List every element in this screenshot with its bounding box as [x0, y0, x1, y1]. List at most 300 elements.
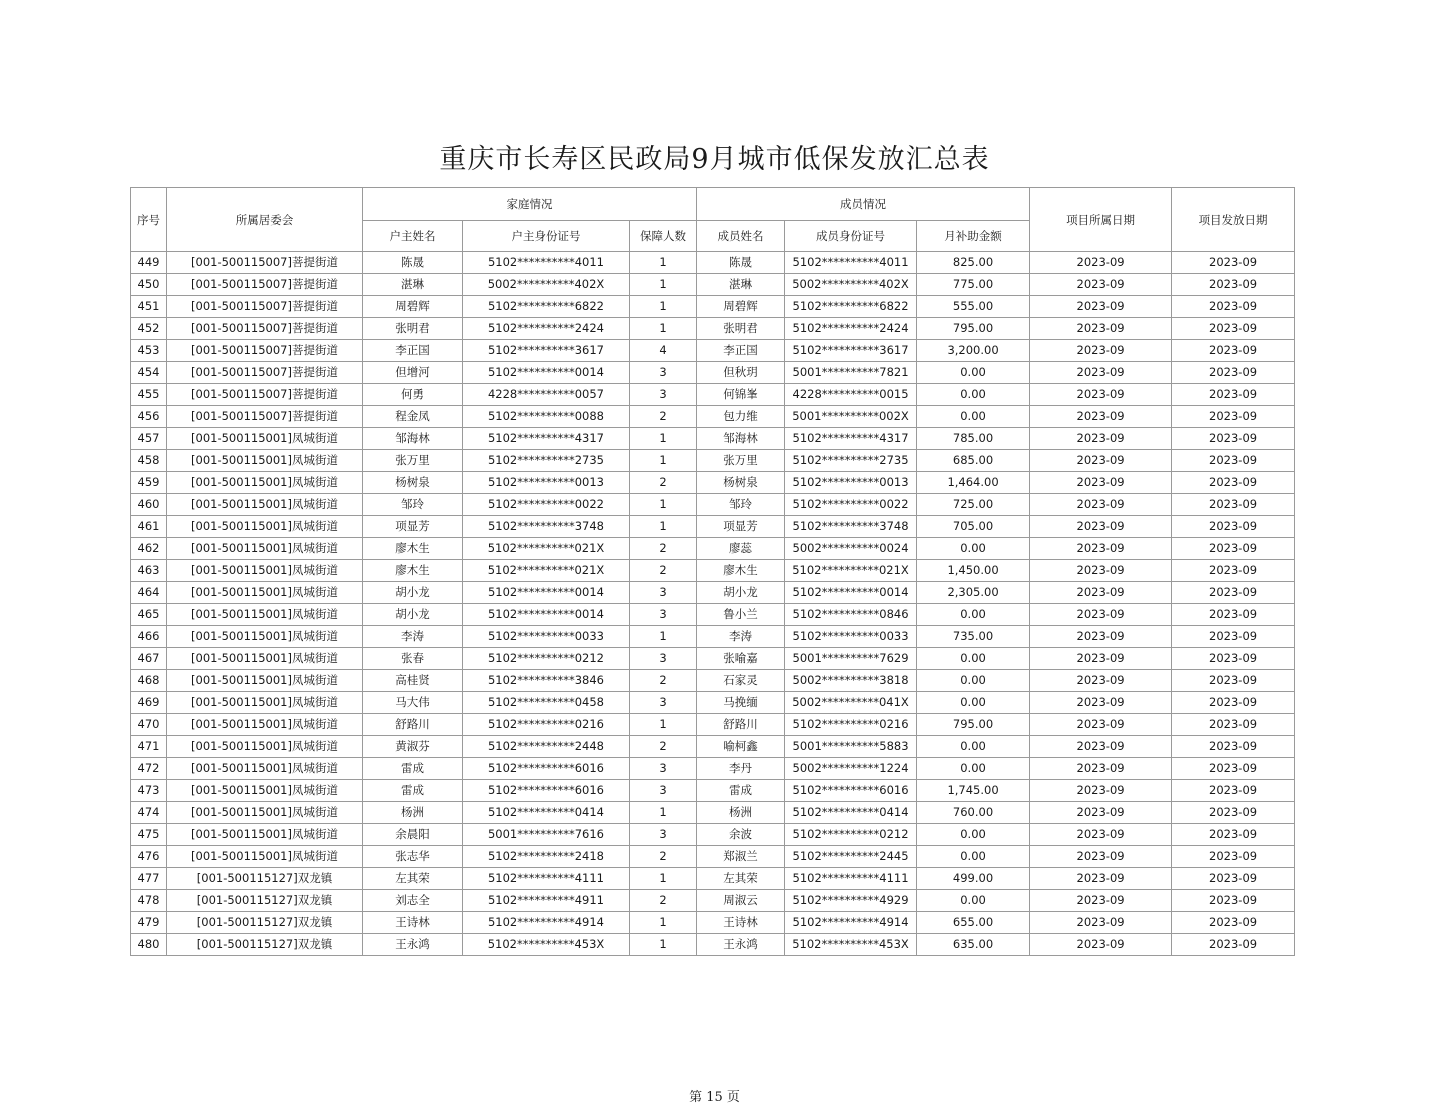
- header-head-id: 户主身份证号: [463, 221, 630, 252]
- row-head-name: 何勇: [363, 384, 463, 406]
- row-monthly-amount: 785.00: [917, 428, 1030, 450]
- row-member-name: 陈晟: [697, 252, 785, 274]
- row-insured-count: 2: [630, 670, 697, 692]
- row-committee: [001-500115001]凤城街道: [167, 494, 363, 516]
- row-issue-month: 2023-09: [1172, 582, 1295, 604]
- row-monthly-amount: 0.00: [917, 538, 1030, 560]
- table-row: [131, 362, 1295, 384]
- row-member-name: 杨洲: [697, 802, 785, 824]
- row-seq: 479: [131, 912, 167, 934]
- table-row: [131, 252, 1295, 274]
- header-member-name: 成员姓名: [697, 221, 785, 252]
- row-head-name: 但增河: [363, 362, 463, 384]
- row-project-month: 2023-09: [1030, 714, 1172, 736]
- row-member-id: 5102**********6016: [785, 780, 917, 802]
- row-project-month: 2023-09: [1030, 340, 1172, 362]
- row-monthly-amount: 0.00: [917, 406, 1030, 428]
- row-head-name: 周碧辉: [363, 296, 463, 318]
- row-project-month: 2023-09: [1030, 406, 1172, 428]
- row-seq: 462: [131, 538, 167, 560]
- row-insured-count: 2: [630, 846, 697, 868]
- row-member-id: 5002**********402X: [785, 274, 917, 296]
- table-row: [131, 450, 1295, 472]
- row-issue-month: 2023-09: [1172, 890, 1295, 912]
- row-insured-count: 3: [630, 648, 697, 670]
- row-member-id: 5102**********3748: [785, 516, 917, 538]
- row-head-id: 5001**********7616: [463, 824, 630, 846]
- row-head-id: 5102**********0458: [463, 692, 630, 714]
- row-seq: 464: [131, 582, 167, 604]
- row-insured-count: 1: [630, 934, 697, 956]
- row-committee: [001-500115001]凤城街道: [167, 736, 363, 758]
- row-head-id: 5102**********3748: [463, 516, 630, 538]
- row-head-name: 杨洲: [363, 802, 463, 824]
- row-committee: [001-500115001]凤城街道: [167, 450, 363, 472]
- table-row: [131, 846, 1295, 868]
- row-member-id: 5102**********0216: [785, 714, 917, 736]
- row-member-name: 张万里: [697, 450, 785, 472]
- row-seq: 450: [131, 274, 167, 296]
- row-monthly-amount: 0.00: [917, 890, 1030, 912]
- row-issue-month: 2023-09: [1172, 714, 1295, 736]
- row-head-id: 5102**********4911: [463, 890, 630, 912]
- row-head-name: 邹海林: [363, 428, 463, 450]
- row-member-id: 5102**********0033: [785, 626, 917, 648]
- row-member-id: 5102**********453X: [785, 934, 917, 956]
- row-monthly-amount: 0.00: [917, 824, 1030, 846]
- row-member-id: 5001**********7629: [785, 648, 917, 670]
- row-project-month: 2023-09: [1030, 450, 1172, 472]
- row-monthly-amount: 795.00: [917, 714, 1030, 736]
- table-row: [131, 516, 1295, 538]
- row-project-month: 2023-09: [1030, 582, 1172, 604]
- row-head-id: 5102**********0088: [463, 406, 630, 428]
- row-seq: 452: [131, 318, 167, 340]
- table-row: [131, 890, 1295, 912]
- row-project-month: 2023-09: [1030, 472, 1172, 494]
- row-project-month: 2023-09: [1030, 252, 1172, 274]
- row-member-name: 马挽缅: [697, 692, 785, 714]
- row-insured-count: 1: [630, 318, 697, 340]
- row-member-name: 廖蕊: [697, 538, 785, 560]
- row-project-month: 2023-09: [1030, 494, 1172, 516]
- row-member-name: 邹玲: [697, 494, 785, 516]
- table-row: [131, 604, 1295, 626]
- table-row: [131, 736, 1295, 758]
- row-member-name: 余波: [697, 824, 785, 846]
- row-issue-month: 2023-09: [1172, 692, 1295, 714]
- row-monthly-amount: 1,745.00: [917, 780, 1030, 802]
- table-row: [131, 494, 1295, 516]
- row-insured-count: 3: [630, 758, 697, 780]
- row-monthly-amount: 685.00: [917, 450, 1030, 472]
- row-committee: [001-500115001]凤城街道: [167, 692, 363, 714]
- row-seq: 456: [131, 406, 167, 428]
- row-member-name: 舒路川: [697, 714, 785, 736]
- row-head-name: 王永鸿: [363, 934, 463, 956]
- row-seq: 473: [131, 780, 167, 802]
- table-row: [131, 912, 1295, 934]
- row-member-id: 5102**********6822: [785, 296, 917, 318]
- row-head-id: 5102**********3846: [463, 670, 630, 692]
- row-project-month: 2023-09: [1030, 890, 1172, 912]
- row-committee: [001-500115007]菩提街道: [167, 384, 363, 406]
- row-issue-month: 2023-09: [1172, 626, 1295, 648]
- table-row: [131, 934, 1295, 956]
- row-head-id: 5102**********6822: [463, 296, 630, 318]
- row-committee: [001-500115001]凤城街道: [167, 780, 363, 802]
- row-member-id: 5102**********0414: [785, 802, 917, 824]
- row-seq: 460: [131, 494, 167, 516]
- table-row: [131, 758, 1295, 780]
- row-member-id: 5102**********2424: [785, 318, 917, 340]
- row-project-month: 2023-09: [1030, 934, 1172, 956]
- row-head-name: 刘志全: [363, 890, 463, 912]
- row-member-id: 5002**********041X: [785, 692, 917, 714]
- row-seq: 472: [131, 758, 167, 780]
- row-member-name: 李涛: [697, 626, 785, 648]
- row-insured-count: 1: [630, 516, 697, 538]
- row-monthly-amount: 1,450.00: [917, 560, 1030, 582]
- table-row: [131, 318, 1295, 340]
- row-head-id: 5102**********0212: [463, 648, 630, 670]
- row-head-id: 5102**********0216: [463, 714, 630, 736]
- row-committee: [001-500115127]双龙镇: [167, 912, 363, 934]
- row-issue-month: 2023-09: [1172, 846, 1295, 868]
- row-member-id: 5102**********0013: [785, 472, 917, 494]
- row-committee: [001-500115001]凤城街道: [167, 802, 363, 824]
- row-insured-count: 3: [630, 780, 697, 802]
- header-seq: 序号: [131, 188, 167, 252]
- page-number: 第 15 页: [689, 1090, 740, 1105]
- table-row: [131, 472, 1295, 494]
- row-committee: [001-500115001]凤城街道: [167, 824, 363, 846]
- row-member-id: 5002**********0024: [785, 538, 917, 560]
- row-head-name: 马大伟: [363, 692, 463, 714]
- row-insured-count: 3: [630, 692, 697, 714]
- row-monthly-amount: 499.00: [917, 868, 1030, 890]
- row-project-month: 2023-09: [1030, 428, 1172, 450]
- row-head-name: 陈晟: [363, 252, 463, 274]
- row-committee: [001-500115001]凤城街道: [167, 560, 363, 582]
- row-member-name: 喻柯鑫: [697, 736, 785, 758]
- row-monthly-amount: 725.00: [917, 494, 1030, 516]
- row-seq: 476: [131, 846, 167, 868]
- row-head-name: 黄淑芬: [363, 736, 463, 758]
- row-issue-month: 2023-09: [1172, 428, 1295, 450]
- row-committee: [001-500115007]菩提街道: [167, 274, 363, 296]
- row-project-month: 2023-09: [1030, 296, 1172, 318]
- row-member-name: 周淑云: [697, 890, 785, 912]
- row-head-id: 5102**********0014: [463, 604, 630, 626]
- page-title: 重庆市长寿区民政局9月城市低保发放汇总表: [439, 144, 990, 175]
- row-monthly-amount: 0.00: [917, 604, 1030, 626]
- row-head-name: 项显芳: [363, 516, 463, 538]
- row-member-name: 鲁小兰: [697, 604, 785, 626]
- row-project-month: 2023-09: [1030, 516, 1172, 538]
- row-monthly-amount: 555.00: [917, 296, 1030, 318]
- row-monthly-amount: 0.00: [917, 362, 1030, 384]
- row-seq: 449: [131, 252, 167, 274]
- row-head-name: 廖木生: [363, 560, 463, 582]
- row-seq: 466: [131, 626, 167, 648]
- row-head-name: 李涛: [363, 626, 463, 648]
- row-member-id: 5102**********0212: [785, 824, 917, 846]
- row-head-name: 张明君: [363, 318, 463, 340]
- row-issue-month: 2023-09: [1172, 252, 1295, 274]
- row-head-name: 程金凤: [363, 406, 463, 428]
- row-insured-count: 3: [630, 604, 697, 626]
- row-seq: 461: [131, 516, 167, 538]
- row-member-id: 5001**********7821: [785, 362, 917, 384]
- row-insured-count: 2: [630, 890, 697, 912]
- table-row: [131, 692, 1295, 714]
- row-issue-month: 2023-09: [1172, 824, 1295, 846]
- row-issue-month: 2023-09: [1172, 494, 1295, 516]
- row-insured-count: 3: [630, 824, 697, 846]
- row-head-name: 胡小龙: [363, 604, 463, 626]
- header-committee: 所属居委会: [167, 188, 363, 252]
- table-row: [131, 868, 1295, 890]
- row-member-id: 5102**********4111: [785, 868, 917, 890]
- row-issue-month: 2023-09: [1172, 450, 1295, 472]
- row-committee: [001-500115001]凤城街道: [167, 428, 363, 450]
- row-insured-count: 1: [630, 912, 697, 934]
- row-monthly-amount: 0.00: [917, 846, 1030, 868]
- table-row: [131, 714, 1295, 736]
- row-seq: 463: [131, 560, 167, 582]
- row-monthly-amount: 0.00: [917, 384, 1030, 406]
- row-monthly-amount: 3,200.00: [917, 340, 1030, 362]
- row-insured-count: 4: [630, 340, 697, 362]
- row-member-name: 何锦峯: [697, 384, 785, 406]
- row-monthly-amount: 2,305.00: [917, 582, 1030, 604]
- table-row: [131, 428, 1295, 450]
- row-project-month: 2023-09: [1030, 604, 1172, 626]
- row-member-name: 王诗林: [697, 912, 785, 934]
- row-member-name: 李丹: [697, 758, 785, 780]
- table-row: [131, 670, 1295, 692]
- row-head-name: 高桂贤: [363, 670, 463, 692]
- row-head-name: 廖木生: [363, 538, 463, 560]
- row-insured-count: 1: [630, 494, 697, 516]
- row-member-id: 5002**********1224: [785, 758, 917, 780]
- table-row: [131, 560, 1295, 582]
- row-committee: [001-500115007]菩提街道: [167, 406, 363, 428]
- row-head-id: 5102**********0014: [463, 362, 630, 384]
- row-head-name: 李正国: [363, 340, 463, 362]
- row-seq: 478: [131, 890, 167, 912]
- row-committee: [001-500115001]凤城街道: [167, 670, 363, 692]
- row-head-id: 5102**********0013: [463, 472, 630, 494]
- row-member-name: 杨树泉: [697, 472, 785, 494]
- row-committee: [001-500115007]菩提街道: [167, 318, 363, 340]
- row-seq: 459: [131, 472, 167, 494]
- row-member-name: 但秋玥: [697, 362, 785, 384]
- row-insured-count: 1: [630, 714, 697, 736]
- row-issue-month: 2023-09: [1172, 472, 1295, 494]
- row-issue-month: 2023-09: [1172, 516, 1295, 538]
- row-seq: 469: [131, 692, 167, 714]
- row-project-month: 2023-09: [1030, 736, 1172, 758]
- row-committee: [001-500115127]双龙镇: [167, 934, 363, 956]
- row-issue-month: 2023-09: [1172, 604, 1295, 626]
- row-project-month: 2023-09: [1030, 560, 1172, 582]
- row-committee: [001-500115127]双龙镇: [167, 890, 363, 912]
- row-member-id: 5001**********5883: [785, 736, 917, 758]
- row-monthly-amount: 0.00: [917, 758, 1030, 780]
- row-project-month: 2023-09: [1030, 758, 1172, 780]
- row-seq: 455: [131, 384, 167, 406]
- row-monthly-amount: 735.00: [917, 626, 1030, 648]
- row-member-name: 张喻嘉: [697, 648, 785, 670]
- row-issue-month: 2023-09: [1172, 538, 1295, 560]
- row-head-name: 胡小龙: [363, 582, 463, 604]
- row-monthly-amount: 760.00: [917, 802, 1030, 824]
- row-monthly-amount: 0.00: [917, 648, 1030, 670]
- row-member-name: 包力维: [697, 406, 785, 428]
- row-project-month: 2023-09: [1030, 648, 1172, 670]
- row-seq: 451: [131, 296, 167, 318]
- row-member-id: 5102**********0022: [785, 494, 917, 516]
- row-project-month: 2023-09: [1030, 670, 1172, 692]
- row-head-id: 5102**********2418: [463, 846, 630, 868]
- row-head-id: 5102**********021X: [463, 560, 630, 582]
- table-row: [131, 340, 1295, 362]
- row-head-id: 5102**********4011: [463, 252, 630, 274]
- header-family: 家庭情况: [363, 188, 697, 221]
- row-member-name: 项显芳: [697, 516, 785, 538]
- row-member-id: 5102**********0846: [785, 604, 917, 626]
- row-project-month: 2023-09: [1030, 692, 1172, 714]
- row-issue-month: 2023-09: [1172, 406, 1295, 428]
- row-head-id: 4228**********0057: [463, 384, 630, 406]
- allowance-table: [130, 187, 1295, 956]
- row-head-name: 湛琳: [363, 274, 463, 296]
- row-insured-count: 2: [630, 538, 697, 560]
- table-row: [131, 780, 1295, 802]
- row-seq: 480: [131, 934, 167, 956]
- row-monthly-amount: 1,464.00: [917, 472, 1030, 494]
- row-member-name: 郑淑兰: [697, 846, 785, 868]
- row-head-id: 5102**********4111: [463, 868, 630, 890]
- row-project-month: 2023-09: [1030, 538, 1172, 560]
- row-issue-month: 2023-09: [1172, 934, 1295, 956]
- row-seq: 458: [131, 450, 167, 472]
- row-member-name: 左其荣: [697, 868, 785, 890]
- row-committee: [001-500115001]凤城街道: [167, 582, 363, 604]
- row-member-id: 5102**********2445: [785, 846, 917, 868]
- row-member-id: 5102**********2735: [785, 450, 917, 472]
- row-committee: [001-500115007]菩提街道: [167, 340, 363, 362]
- row-head-id: 5102**********6016: [463, 780, 630, 802]
- row-head-name: 余晨阳: [363, 824, 463, 846]
- row-head-id: 5102**********2735: [463, 450, 630, 472]
- row-issue-month: 2023-09: [1172, 362, 1295, 384]
- row-seq: 467: [131, 648, 167, 670]
- table-row: [131, 648, 1295, 670]
- row-monthly-amount: 635.00: [917, 934, 1030, 956]
- row-head-name: 舒路川: [363, 714, 463, 736]
- row-committee: [001-500115001]凤城街道: [167, 758, 363, 780]
- row-issue-month: 2023-09: [1172, 736, 1295, 758]
- row-committee: [001-500115001]凤城街道: [167, 648, 363, 670]
- row-member-name: 张明君: [697, 318, 785, 340]
- row-issue-month: 2023-09: [1172, 274, 1295, 296]
- row-member-id: 5001**********002X: [785, 406, 917, 428]
- row-project-month: 2023-09: [1030, 802, 1172, 824]
- row-project-month: 2023-09: [1030, 780, 1172, 802]
- row-head-id: 5102**********0022: [463, 494, 630, 516]
- header-member: 成员情况: [697, 188, 1030, 221]
- row-issue-month: 2023-09: [1172, 780, 1295, 802]
- row-issue-month: 2023-09: [1172, 560, 1295, 582]
- row-member-name: 胡小龙: [697, 582, 785, 604]
- table-row: [131, 626, 1295, 648]
- row-monthly-amount: 795.00: [917, 318, 1030, 340]
- row-head-id: 5102**********4914: [463, 912, 630, 934]
- header-member-id: 成员身份证号: [785, 221, 917, 252]
- row-monthly-amount: 655.00: [917, 912, 1030, 934]
- row-member-name: 廖木生: [697, 560, 785, 582]
- row-seq: 453: [131, 340, 167, 362]
- row-head-name: 邹玲: [363, 494, 463, 516]
- row-insured-count: 1: [630, 868, 697, 890]
- row-member-id: 5102**********0014: [785, 582, 917, 604]
- row-insured-count: 2: [630, 560, 697, 582]
- row-head-id: 5102**********2424: [463, 318, 630, 340]
- row-head-name: 王诗林: [363, 912, 463, 934]
- row-member-id: 5102**********4317: [785, 428, 917, 450]
- row-monthly-amount: 825.00: [917, 252, 1030, 274]
- row-insured-count: 3: [630, 582, 697, 604]
- header-project-month: 项目所属日期: [1030, 188, 1172, 252]
- table-row: [131, 802, 1295, 824]
- row-committee: [001-500115001]凤城街道: [167, 472, 363, 494]
- row-member-id: 5102**********4914: [785, 912, 917, 934]
- row-committee: [001-500115001]凤城街道: [167, 626, 363, 648]
- row-issue-month: 2023-09: [1172, 318, 1295, 340]
- row-seq: 457: [131, 428, 167, 450]
- header-issue-month: 项目发放日期: [1172, 188, 1295, 252]
- row-project-month: 2023-09: [1030, 824, 1172, 846]
- row-insured-count: 2: [630, 736, 697, 758]
- row-member-name: 周碧辉: [697, 296, 785, 318]
- row-issue-month: 2023-09: [1172, 912, 1295, 934]
- row-member-name: 李正国: [697, 340, 785, 362]
- row-issue-month: 2023-09: [1172, 384, 1295, 406]
- row-head-id: 5102**********2448: [463, 736, 630, 758]
- row-head-id: 5102**********453X: [463, 934, 630, 956]
- row-head-name: 张志华: [363, 846, 463, 868]
- row-issue-month: 2023-09: [1172, 340, 1295, 362]
- table-row: [131, 406, 1295, 428]
- row-insured-count: 1: [630, 626, 697, 648]
- row-member-name: 石家灵: [697, 670, 785, 692]
- row-head-name: 杨树泉: [363, 472, 463, 494]
- row-monthly-amount: 0.00: [917, 736, 1030, 758]
- row-head-id: 5102**********021X: [463, 538, 630, 560]
- table-body: [131, 252, 1295, 956]
- header-head-name: 户主姓名: [363, 221, 463, 252]
- row-insured-count: 1: [630, 274, 697, 296]
- row-member-name: 湛琳: [697, 274, 785, 296]
- row-committee: [001-500115001]凤城街道: [167, 714, 363, 736]
- row-seq: 477: [131, 868, 167, 890]
- table-row: [131, 824, 1295, 846]
- row-member-id: 5002**********3818: [785, 670, 917, 692]
- row-insured-count: 1: [630, 252, 697, 274]
